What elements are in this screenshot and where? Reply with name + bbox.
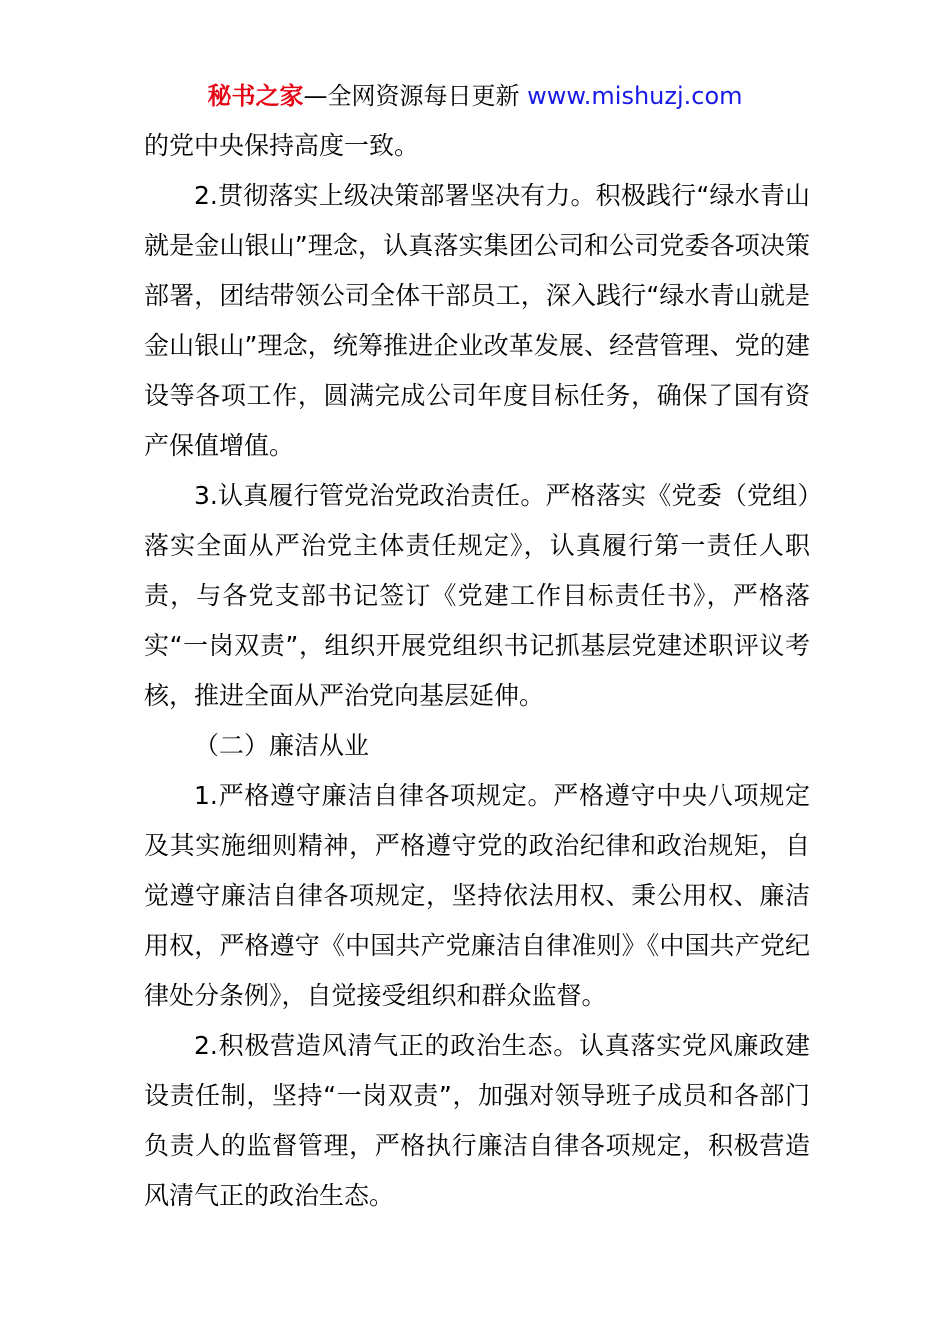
section-heading-clean-practice: （二）廉洁从业	[194, 731, 370, 760]
paragraph-continuation: 的党中央保持高度一致。	[144, 131, 420, 160]
document-body	[144, 121, 810, 1221]
paragraph-item-2: 2.贯彻落实上级决策部署坚决有力。积极践行“绿水青山就是金山银山”理念，认真落实集团公司和公司党委各项决策部署，团结带领公司全体干部员工，深入践行“绿水青山就是金山银山”理念，统筹推进企业改革发展、经营管理、党的建设等各项工作，圆满完成公司年度目标任务，确保了国有资产保值增值。	[144, 181, 810, 460]
paragraph-clean-item-1: 1.严格遵守廉洁自律各项规定。严格遵守中央八项规定及其实施细则精神，严格遵守党的政治纪律和政治规矩，自觉遵守廉洁自律各项规定，坚持依法用权、秉公用权、廉洁用权，严格遵守《中国共产党廉洁自律准则》《中国共产党纪律处分条例》，自觉接受组织和群众监督。	[144, 781, 810, 1010]
site-tagline: —全网资源每日更新	[303, 82, 528, 110]
site-url-link[interactable]: www.mishuzj.com	[527, 82, 743, 110]
site-header	[0, 80, 950, 112]
paragraph-clean-item-2: 2.积极营造风清气正的政治生态。认真落实党风廉政建设责任制，坚持“一岗双责”，加强对领导班子成员和各部门负责人的监督管理，严格执行廉洁自律各项规定，积极营造风清气正的政治生态。	[144, 1031, 810, 1210]
site-brand: 秘书之家	[207, 82, 304, 110]
paragraph-item-3: 3.认真履行管党治党政治责任。严格落实《党委（党组）落实全面从严治党主体责任规定》，认真履行第一责任人职责，与各党支部书记签订《党建工作目标责任书》，严格落实“一岗双责”，组织开展党组织书记抓基层党建述职评议考核，推进全面从严治党向基层延伸。	[144, 481, 810, 710]
